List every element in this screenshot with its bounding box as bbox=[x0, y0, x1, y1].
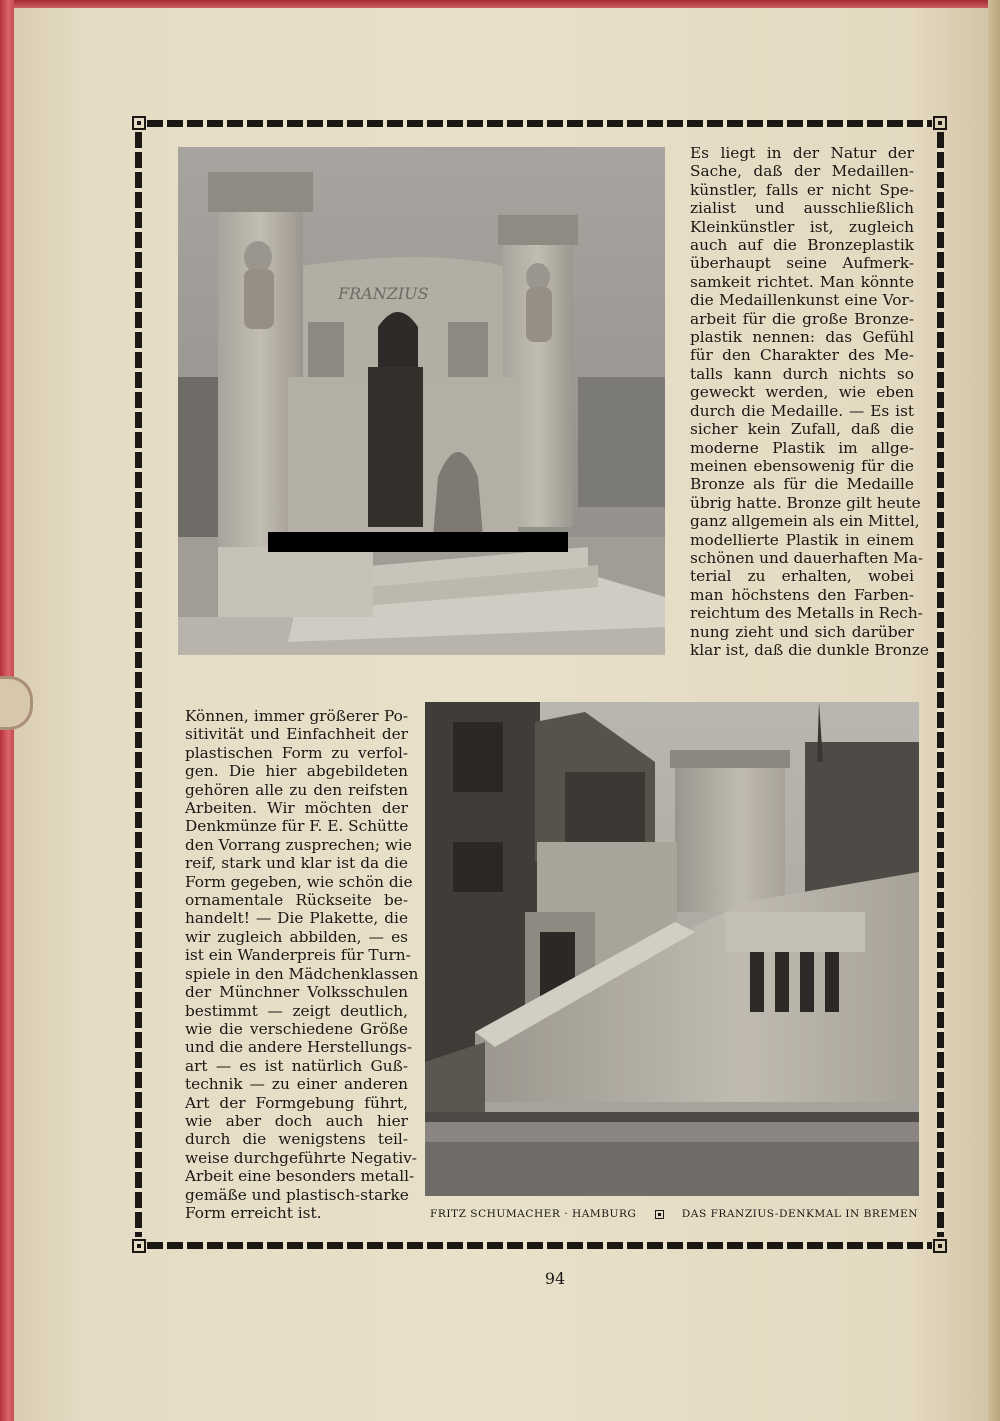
text-line: Denkmünze für F. E. Schütte bbox=[185, 817, 409, 836]
text-line: reif, stark und klar ist da die bbox=[185, 854, 408, 873]
text-line: Art der Formgebung führt, bbox=[185, 1093, 408, 1112]
text-line: Form erreicht ist. bbox=[185, 1203, 322, 1222]
text-line: den Vorrang zusprechen; wie bbox=[185, 835, 412, 854]
text-line: gen. Die hier abgebildeten bbox=[185, 762, 408, 781]
franzius-denkmal-photo bbox=[425, 702, 919, 1196]
border-right bbox=[937, 132, 944, 1237]
text-line: samkeit richtet. Man könnte bbox=[690, 272, 914, 291]
text-line: reichtum des Metalls in Rech- bbox=[690, 604, 923, 623]
text-line: man höchstens den Farben- bbox=[690, 585, 914, 604]
text-line: Bronze als für die Medaille bbox=[690, 475, 914, 494]
text-line: gemäße und plastisch-starke bbox=[185, 1185, 409, 1204]
text-line: handelt! — Die Plakette, die bbox=[185, 909, 408, 928]
caption-title: DAS FRANZIUS-DENKMAL IN BREMEN bbox=[681, 1208, 918, 1220]
text-line: schönen und dauerhaften Ma- bbox=[690, 548, 924, 567]
text-line: wie aber doch auch hier bbox=[185, 1111, 408, 1130]
text-line: art — es ist natürlich Guß- bbox=[185, 1056, 408, 1075]
text-line: nung zieht und sich darüber bbox=[690, 622, 914, 641]
text-line: übrig hatte. Bronze gilt heute bbox=[690, 493, 921, 512]
text-line: durch die wenigstens teil- bbox=[185, 1130, 408, 1149]
border-top bbox=[147, 120, 932, 127]
text-line: der Münchner Volksschulen bbox=[185, 983, 408, 1002]
article-text-left-column bbox=[185, 707, 419, 1222]
text-line: plastik nennen: das Gefühl bbox=[690, 328, 914, 347]
border-corner bbox=[933, 116, 947, 130]
text-line: talls kann durch nichts so bbox=[690, 364, 914, 383]
text-line: gehören alle zu den reifsten bbox=[185, 780, 408, 799]
text-line: terial zu erhalten, wobei bbox=[690, 567, 914, 586]
text-line: geweckt werden, wie eben bbox=[690, 383, 914, 402]
text-line: meinen ebensowenig für die bbox=[690, 456, 914, 475]
text-line: auch auf die Bronzeplastik bbox=[690, 236, 914, 255]
text-line: Können, immer größerer Po- bbox=[185, 707, 408, 725]
article-text-right-column bbox=[690, 144, 929, 659]
text-line: durch die Medaille. — Es ist bbox=[690, 401, 914, 420]
text-line: Form gegeben, wie schön die bbox=[185, 872, 413, 891]
text-line: plastischen Form zu verfol- bbox=[185, 743, 408, 762]
text-line: spiele in den Mädchenklassen bbox=[185, 964, 419, 983]
text-line: Arbeit eine besonders metall- bbox=[185, 1167, 415, 1186]
monument-inscription: FRANZIUS bbox=[338, 284, 429, 303]
text-line: modellierte Plastik in einem bbox=[690, 530, 914, 549]
text-line: arbeit für die große Bronze- bbox=[690, 309, 914, 328]
border-corner bbox=[933, 1239, 947, 1253]
text-line: Arbeiten. Wir möchten der bbox=[185, 799, 408, 818]
text-line: sicher kein Zufall, daß die bbox=[690, 420, 914, 439]
text-line: klar ist, daß die dunkle Bronze bbox=[690, 640, 929, 659]
text-line: zialist und ausschließlich bbox=[690, 199, 914, 218]
text-line: ornamentale Rückseite be- bbox=[185, 891, 408, 910]
text-line: sitivität und Einfachheit der bbox=[185, 725, 408, 744]
text-line: bestimmt — zeigt deutlich, bbox=[185, 1001, 408, 1020]
text-line: moderne Plastik im allge- bbox=[690, 438, 914, 457]
text-line: Es liegt in der Natur der bbox=[690, 144, 914, 162]
page-number: 94 bbox=[544, 1269, 566, 1288]
text-line: Kleinkünstler ist, zugleich bbox=[690, 217, 914, 236]
text-line: technik — zu einer anderen bbox=[185, 1075, 408, 1094]
border-corner bbox=[132, 116, 146, 130]
border-bottom bbox=[147, 1242, 932, 1249]
text-line: wie die verschiedene Größe bbox=[185, 1019, 408, 1038]
page-right-edge bbox=[988, 0, 1000, 1421]
text-line: Sache, daß der Medaillen- bbox=[690, 162, 914, 181]
text-line: für den Charakter des Me- bbox=[690, 346, 914, 365]
text-line: ist ein Wanderpreis für Turn- bbox=[185, 946, 411, 965]
border-corner bbox=[132, 1239, 146, 1253]
text-line: ganz allgemein als ein Mittel, bbox=[690, 512, 920, 531]
text-line: weise durchgeführte Negativ- bbox=[185, 1148, 417, 1167]
caption-author: FRITZ SCHUMACHER · HAMBURG bbox=[430, 1208, 637, 1220]
text-line: und die andere Herstellungs- bbox=[185, 1038, 413, 1057]
photo-caption bbox=[430, 1208, 918, 1220]
monument-photo bbox=[178, 147, 665, 655]
text-line: überhaupt seine Aufmerk- bbox=[690, 254, 914, 273]
text-line: die Medaillenkunst eine Vor- bbox=[690, 291, 914, 310]
text-line: wir zugleich abbilden, — es bbox=[185, 927, 408, 946]
caption-separator-icon bbox=[655, 1210, 664, 1219]
text-line: künstler, falls er nicht Spe- bbox=[690, 180, 914, 199]
border-left bbox=[135, 132, 142, 1237]
